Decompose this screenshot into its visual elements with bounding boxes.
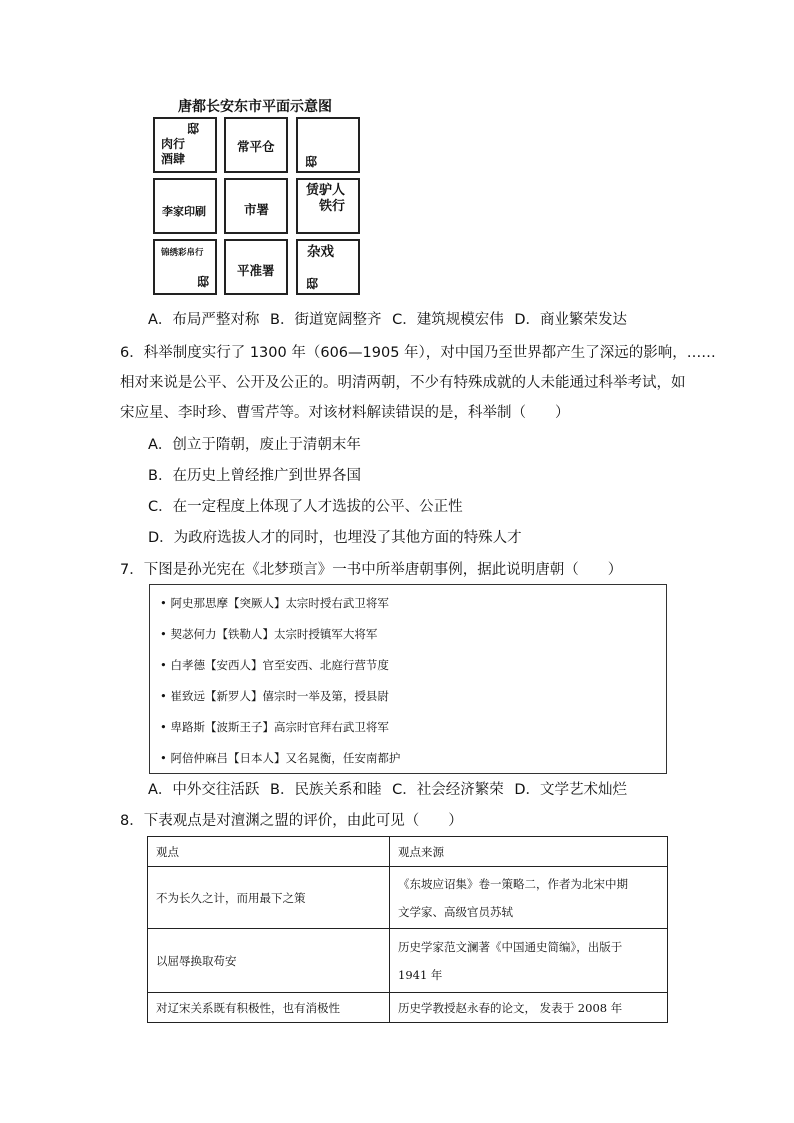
table-cell-view: 不为长久之计，而用最下之策 xyxy=(148,867,390,929)
map-cell-silk xyxy=(153,239,217,295)
table-cell-view: 以屈辱换取苟安 xyxy=(148,929,390,993)
cell-label: 赁驴人 铁行 xyxy=(306,183,346,215)
q7-item: • 契苾何力【铁勒人】太宗时授镇军大将军 xyxy=(160,627,378,641)
q6-option-d: D．为政府选拔人才的同时，也埋没了其他方面的特殊人才 xyxy=(148,530,522,546)
cell-label: 平准署 xyxy=(237,263,275,278)
map-cell-inn-1 xyxy=(296,117,360,173)
q7-item: • 白孝德【安西人】官至安西、北庭行营节度 xyxy=(160,658,389,672)
source-line: 历史学家范文澜著《中国通史简编》，出版于 xyxy=(398,939,623,954)
cell-label-di: 邸 xyxy=(187,122,200,136)
table-row xyxy=(148,993,668,1023)
q6-option-b: B．在历史上曾经推广到世界各国 xyxy=(148,468,361,484)
cell-label: 锦绣彩帛行 xyxy=(161,248,204,258)
source-line: 《东坡应诏集》卷一策略二，作者为北宋中期 xyxy=(398,876,628,891)
map-cell-market-office xyxy=(224,178,288,234)
q5-options: A．布局严整对称 B．街道宽阔整齐 C．建筑规模宏伟 D．商业繁荣发达 xyxy=(148,312,627,328)
q7-item: • 崔致远【新罗人】僖宗时一举及第，授县尉 xyxy=(160,689,389,703)
map-cell-opera xyxy=(296,239,360,295)
table-row xyxy=(148,929,668,993)
q6-stem-line2: 相对来说是公平、公开及公正的。明清两朝，不少有特殊成就的人未能通过科举考试，如 xyxy=(120,375,686,391)
map-cell-meat-wine xyxy=(153,117,217,173)
cell-label-di: 邸 xyxy=(306,277,319,291)
cell-label: 市署 xyxy=(244,202,270,217)
table-cell-source: 历史学教授赵永春的论文， 发表于 2008 年 xyxy=(390,993,668,1023)
q6-option-c: C．在一定程度上体现了人才选拔的公平、公正性 xyxy=(148,499,463,515)
q7-item: • 阿倍仲麻吕【日本人】又名晁衡，任安南都护 xyxy=(160,751,401,765)
source-line: 文学家、高级官员苏轼 xyxy=(398,904,513,919)
table-header-row xyxy=(148,837,668,867)
cell-label-di: 邸 xyxy=(197,275,210,289)
q7-material-box xyxy=(149,584,667,774)
table-header-source: 观点来源 xyxy=(390,837,668,867)
q8-stem: 8．下表观点是对澶渊之盟的评价，由此可见（ ） xyxy=(120,813,463,829)
q8-table xyxy=(147,836,668,1023)
cell-label-di: 邸 xyxy=(305,155,318,169)
q6-stem-line1: 6．科举制度实行了 1300 年（606—1905 年），对中国乃至世界都产生了深远的影响，…… xyxy=(120,345,716,361)
table-cell-source xyxy=(390,867,668,929)
source-line: 1941 年 xyxy=(398,967,443,982)
q6-option-a: A．创立于隋朝，废止于清朝末年 xyxy=(148,437,361,453)
q6-stem-line3: 宋应星、李时珍、曹雪芹等。对该材料解读错误的是，科举制（ ） xyxy=(120,405,570,421)
table-header-view: 观点 xyxy=(148,837,390,867)
cell-label: 肉行 酒肆 xyxy=(161,137,186,166)
map-cell-pricing-office xyxy=(224,239,288,295)
q7-options: A．中外交往活跃 B．民族关系和睦 C．社会经济繁荣 D．文学艺术灿烂 xyxy=(148,782,627,798)
q7-item: • 卑路斯【波斯王子】高宗时官拜右武卫将军 xyxy=(160,720,389,734)
table-cell-source xyxy=(390,929,668,993)
table-cell-view: 对辽宋关系既有积极性，也有消极性 xyxy=(148,993,390,1023)
map-cell-donkey-iron xyxy=(296,178,360,234)
table-row xyxy=(148,867,668,929)
q7-item: • 阿史那思摩【突厥人】太宗时授右武卫将军 xyxy=(160,596,389,610)
cell-label: 杂戏 xyxy=(307,244,334,260)
map-title: 唐都长安东市平面示意图 xyxy=(178,99,332,115)
map-cell-printing xyxy=(153,178,217,234)
q7-stem: 7．下图是孙光宪在《北梦琐言》一书中所举唐朝事例，据此说明唐朝（ ） xyxy=(120,562,623,578)
cell-label: 常平仓 xyxy=(237,139,275,154)
map-cell-granary xyxy=(224,117,288,173)
cell-label: 李家印刷 xyxy=(162,205,206,218)
